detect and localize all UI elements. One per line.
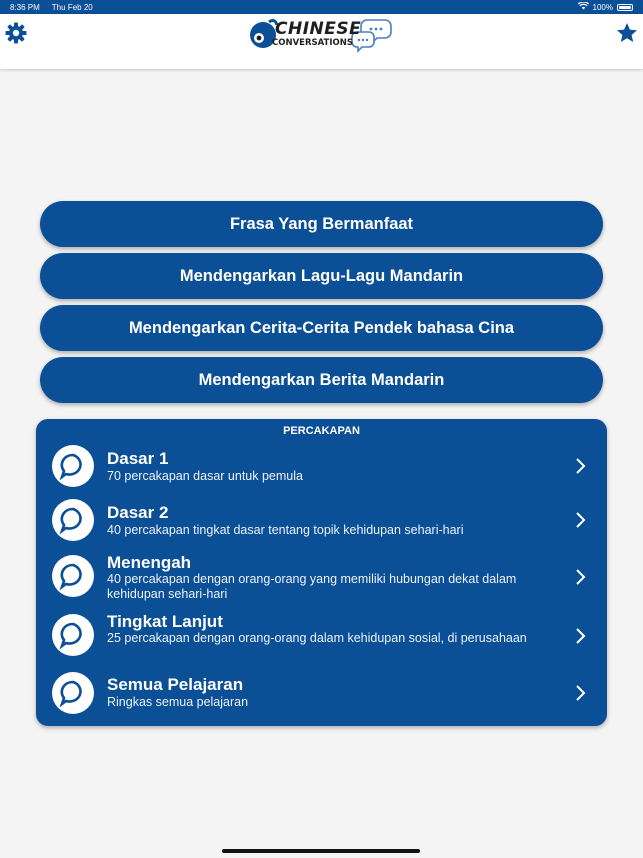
- conversation-row-basic-1[interactable]: [36, 445, 607, 495]
- chevron-right-icon: [575, 511, 587, 529]
- useful-phrases-label: Frasa Yang Bermanfaat: [229, 214, 414, 233]
- short-stories-button[interactable]: [40, 305, 603, 351]
- conversation-description: 40 percakapan dengan orang-orang yang memiliki hubungan dekat dalam kehidupan sehari-hari: [107, 572, 517, 601]
- chevron-right-icon: [575, 457, 587, 475]
- logo-title: CHINESE: [275, 19, 362, 39]
- conversation-row-advanced[interactable]: [36, 612, 607, 664]
- mandarin-songs-button[interactable]: [40, 253, 603, 299]
- conversation-row-intermediate[interactable]: [36, 553, 607, 605]
- short-stories-label: Mendengarkan Cerita-Cerita Pendek bahasa Cina: [128, 318, 515, 337]
- conversation-title: Dasar 1: [107, 449, 169, 468]
- favorites-star-icon[interactable]: [615, 21, 639, 45]
- mandarin-news-button[interactable]: [40, 357, 603, 403]
- logo-subtitle: CONVERSATIONS: [272, 38, 353, 48]
- settings-gear-icon[interactable]: [4, 21, 28, 45]
- conversation-title: Dasar 2: [107, 503, 169, 522]
- chat-bubble-icon: [52, 445, 94, 487]
- conversation-description: Ringkas semua pelajaran: [107, 695, 249, 709]
- status-date: Thu Feb 20: [51, 2, 93, 12]
- conversation-title: Semua Pelajaran: [107, 675, 244, 694]
- chat-bubble-icon: [52, 614, 94, 656]
- useful-phrases-button[interactable]: [40, 201, 603, 247]
- app-logo: [247, 16, 397, 54]
- chevron-right-icon: [575, 568, 587, 586]
- home-indicator[interactable]: [222, 849, 420, 853]
- conversation-title: Menengah: [107, 553, 192, 572]
- conversation-description: 25 percakapan dengan orang-orang dalam kehidupan sosial, di perusahaan: [107, 631, 527, 645]
- conversation-row-basic-2[interactable]: [36, 499, 607, 549]
- status-time: 8:36 PM: [10, 2, 40, 12]
- chevron-right-icon: [575, 684, 587, 702]
- chat-bubble-icon: [52, 555, 94, 597]
- mandarin-songs-label: Mendengarkan Lagu-Lagu Mandarin: [179, 266, 464, 285]
- conversation-description: 40 percakapan tingkat dasar tentang topik kehidupan sehari-hari: [107, 523, 464, 537]
- chat-bubble-icon: [52, 499, 94, 541]
- battery-percent: 100%: [592, 2, 613, 12]
- mandarin-news-label: Mendengarkan Berita Mandarin: [198, 370, 445, 389]
- chevron-right-icon: [575, 627, 587, 645]
- battery-icon: [617, 4, 633, 11]
- conversation-row-all-lessons[interactable]: [36, 671, 607, 717]
- status-right: [578, 2, 633, 12]
- conversation-description: 70 percakapan dasar untuk pemula: [107, 469, 303, 483]
- conversations-card: [36, 419, 607, 726]
- status-bar: [0, 0, 643, 14]
- conversation-title: Tingkat Lanjut: [107, 612, 223, 631]
- app-header: [0, 14, 643, 69]
- conversations-title: PERCAKAPAN: [283, 425, 360, 437]
- wifi-icon: [578, 2, 589, 12]
- chat-bubble-icon: [52, 672, 94, 714]
